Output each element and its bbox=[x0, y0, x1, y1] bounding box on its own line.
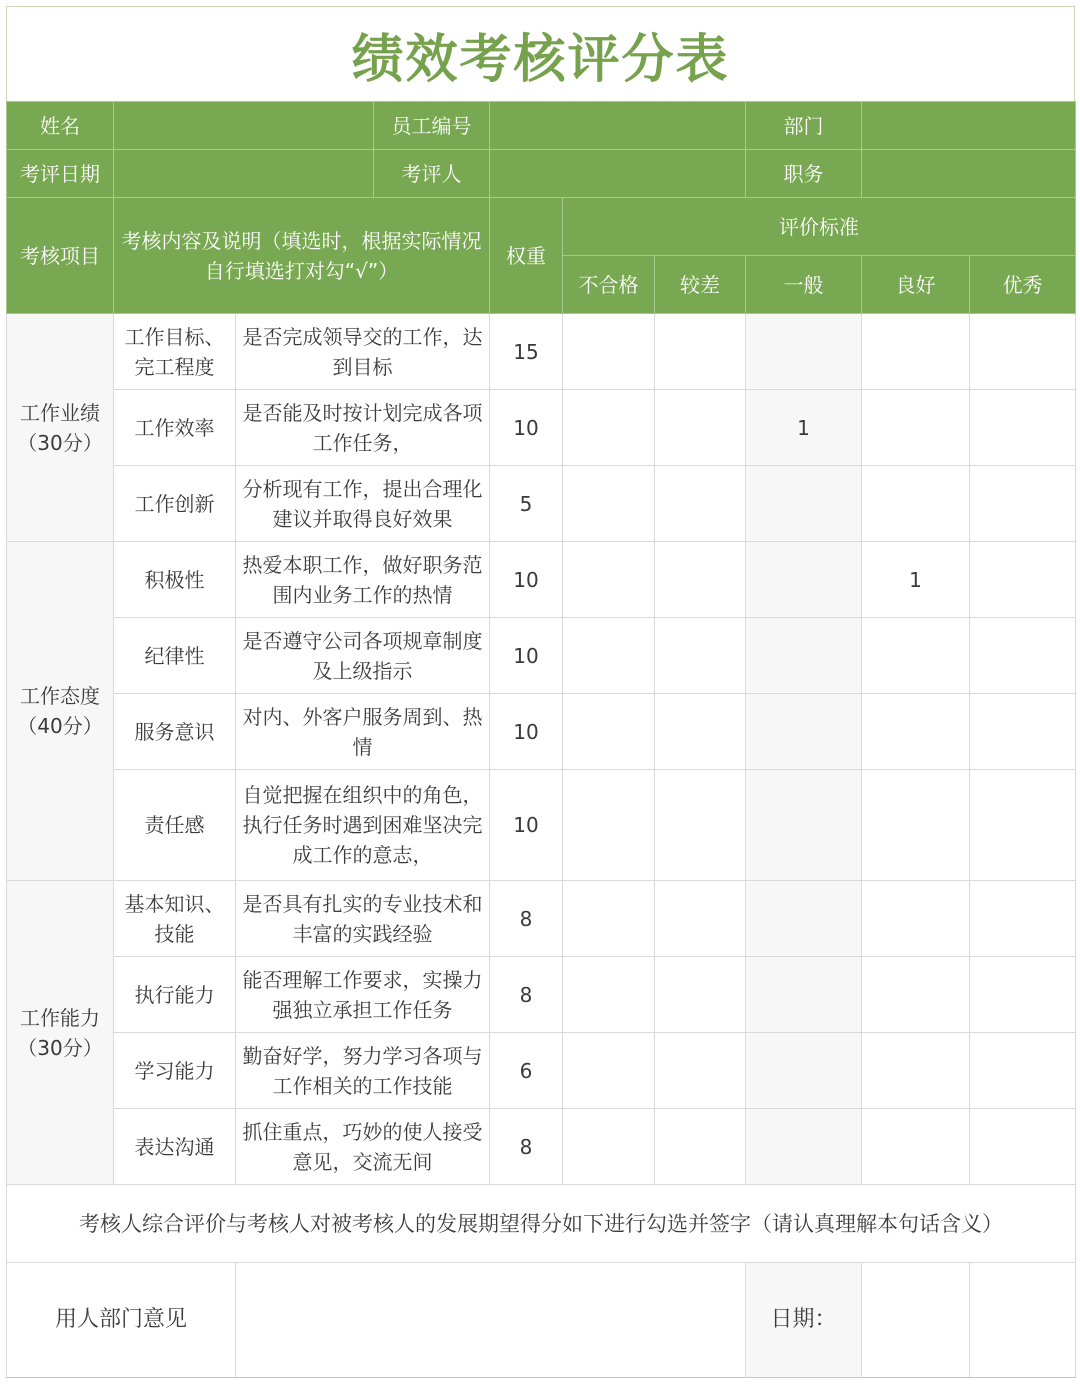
score-cell-优秀[interactable] bbox=[970, 390, 1076, 466]
score-cell-优秀[interactable] bbox=[970, 618, 1076, 694]
table-row bbox=[7, 618, 1076, 694]
footer-row bbox=[7, 1263, 1076, 1378]
opinion-field[interactable] bbox=[236, 1263, 746, 1378]
score-cell-优秀[interactable] bbox=[970, 542, 1076, 618]
name-field[interactable] bbox=[114, 102, 374, 150]
page-title: 绩效考核评分表 bbox=[351, 29, 730, 90]
column-header-row-1 bbox=[7, 198, 1076, 256]
score-cell-不合格[interactable] bbox=[563, 466, 655, 542]
score-cell-优秀[interactable] bbox=[970, 694, 1076, 770]
score-cell-一般[interactable] bbox=[746, 770, 862, 881]
score-cell-不合格[interactable] bbox=[563, 881, 655, 957]
score-cell-良好[interactable]: 1 bbox=[862, 542, 970, 618]
table-row bbox=[7, 957, 1076, 1033]
table-row bbox=[7, 390, 1076, 466]
weight-value: 8 bbox=[490, 1109, 563, 1185]
table-row bbox=[7, 881, 1076, 957]
score-cell-一般[interactable] bbox=[746, 542, 862, 618]
score-cell-一般[interactable] bbox=[746, 618, 862, 694]
score-cell-良好[interactable] bbox=[862, 390, 970, 466]
level-header-1: 较差 bbox=[655, 256, 746, 314]
item-label: 工作目标、完工程度 bbox=[114, 314, 236, 390]
evaluation-table bbox=[6, 101, 1076, 1378]
weight-value: 8 bbox=[490, 881, 563, 957]
col-content-header: 考核内容及说明（填选时，根据实际情况自行填选打对勾“√”） bbox=[114, 198, 490, 314]
date-label: 考评日期 bbox=[7, 150, 114, 198]
score-cell-较差[interactable] bbox=[655, 1109, 746, 1185]
score-cell-一般[interactable] bbox=[746, 1109, 862, 1185]
emp-no-field[interactable] bbox=[490, 102, 746, 150]
score-cell-优秀[interactable] bbox=[970, 466, 1076, 542]
table-row bbox=[7, 694, 1076, 770]
weight-value: 6 bbox=[490, 1033, 563, 1109]
score-cell-较差[interactable] bbox=[655, 881, 746, 957]
item-label: 工作创新 bbox=[114, 466, 236, 542]
score-cell-不合格[interactable] bbox=[563, 618, 655, 694]
score-cell-优秀[interactable] bbox=[970, 881, 1076, 957]
score-cell-不合格[interactable] bbox=[563, 770, 655, 881]
item-description: 对内、外客户服务周到、热情 bbox=[236, 694, 490, 770]
category-label: 工作业绩（30分） bbox=[7, 314, 114, 542]
score-cell-不合格[interactable] bbox=[563, 314, 655, 390]
item-description: 勤奋好学，努力学习各项与工作相关的工作技能 bbox=[236, 1033, 490, 1109]
footer-date-field[interactable] bbox=[862, 1263, 970, 1378]
score-cell-良好[interactable] bbox=[862, 466, 970, 542]
col-weight-header: 权重 bbox=[490, 198, 563, 314]
score-cell-良好[interactable] bbox=[862, 957, 970, 1033]
level-header-4: 优秀 bbox=[970, 256, 1076, 314]
score-cell-较差[interactable] bbox=[655, 618, 746, 694]
score-cell-较差[interactable] bbox=[655, 314, 746, 390]
score-cell-不合格[interactable] bbox=[563, 1109, 655, 1185]
weight-value: 10 bbox=[490, 770, 563, 881]
item-label: 表达沟通 bbox=[114, 1109, 236, 1185]
item-label: 服务意识 bbox=[114, 694, 236, 770]
emp-no-label: 员工编号 bbox=[374, 102, 490, 150]
score-cell-较差[interactable] bbox=[655, 694, 746, 770]
evaluation-sheet bbox=[6, 6, 1075, 1378]
item-description: 自觉把握在组织中的角色，执行任务时遇到困难坚决完成工作的意志， bbox=[236, 770, 490, 881]
item-description: 是否能及时按计划完成各项工作任务， bbox=[236, 390, 490, 466]
score-cell-一般[interactable] bbox=[746, 1033, 862, 1109]
score-cell-一般[interactable] bbox=[746, 466, 862, 542]
footer-date-label: 日期： bbox=[746, 1263, 862, 1378]
score-cell-较差[interactable] bbox=[655, 542, 746, 618]
weight-value: 15 bbox=[490, 314, 563, 390]
score-cell-不合格[interactable] bbox=[563, 542, 655, 618]
summary-row bbox=[7, 1185, 1076, 1263]
score-cell-较差[interactable] bbox=[655, 1033, 746, 1109]
score-cell-不合格[interactable] bbox=[563, 1033, 655, 1109]
level-header-3: 良好 bbox=[862, 256, 970, 314]
score-cell-较差[interactable] bbox=[655, 770, 746, 881]
score-cell-较差[interactable] bbox=[655, 957, 746, 1033]
category-label: 工作态度（40分） bbox=[7, 542, 114, 881]
title-bar bbox=[6, 6, 1075, 101]
item-description: 抓住重点，巧妙的使人接受意见，交流无间 bbox=[236, 1109, 490, 1185]
summary-note: 考核人综合评价与考核人对被考核人的发展期望得分如下进行勾选并签字（请认真理解本句话含义） bbox=[7, 1185, 1076, 1263]
weight-value: 5 bbox=[490, 466, 563, 542]
category-label: 工作能力（30分） bbox=[7, 881, 114, 1185]
score-cell-良好[interactable] bbox=[862, 694, 970, 770]
score-cell-良好[interactable] bbox=[862, 314, 970, 390]
score-cell-优秀[interactable] bbox=[970, 957, 1076, 1033]
table-row bbox=[7, 466, 1076, 542]
item-label: 积极性 bbox=[114, 542, 236, 618]
score-cell-优秀[interactable] bbox=[970, 314, 1076, 390]
weight-value: 10 bbox=[490, 694, 563, 770]
reviewer-field[interactable] bbox=[490, 150, 746, 198]
score-cell-一般[interactable] bbox=[746, 881, 862, 957]
item-description: 热爱本职工作，做好职务范围内业务工作的热情 bbox=[236, 542, 490, 618]
footer-signature-field[interactable] bbox=[970, 1263, 1076, 1378]
score-cell-优秀[interactable] bbox=[970, 1033, 1076, 1109]
score-cell-较差[interactable] bbox=[655, 390, 746, 466]
reviewer-label: 考评人 bbox=[374, 150, 490, 198]
score-cell-优秀[interactable] bbox=[970, 770, 1076, 881]
table-row bbox=[7, 1109, 1076, 1185]
item-label: 基本知识、技能 bbox=[114, 881, 236, 957]
weight-value: 8 bbox=[490, 957, 563, 1033]
col-item-header: 考核项目 bbox=[7, 198, 114, 314]
score-cell-不合格[interactable] bbox=[563, 957, 655, 1033]
score-cell-良好[interactable] bbox=[862, 1109, 970, 1185]
table-row bbox=[7, 1033, 1076, 1109]
score-cell-良好[interactable] bbox=[862, 881, 970, 957]
date-field[interactable] bbox=[114, 150, 374, 198]
table-row bbox=[7, 770, 1076, 881]
info-row-2 bbox=[7, 150, 1076, 198]
item-description: 是否具有扎实的专业技术和丰富的实践经验 bbox=[236, 881, 490, 957]
item-description: 分析现有工作，提出合理化建议并取得良好效果 bbox=[236, 466, 490, 542]
table-row bbox=[7, 542, 1076, 618]
weight-value: 10 bbox=[490, 618, 563, 694]
score-cell-不合格[interactable] bbox=[563, 390, 655, 466]
weight-value: 10 bbox=[490, 542, 563, 618]
level-header-2: 一般 bbox=[746, 256, 862, 314]
col-standard-header: 评价标准 bbox=[563, 198, 1076, 256]
position-label: 职务 bbox=[746, 150, 862, 198]
item-description: 是否完成领导交的工作，达到目标 bbox=[236, 314, 490, 390]
item-label: 工作效率 bbox=[114, 390, 236, 466]
score-cell-一般[interactable] bbox=[746, 957, 862, 1033]
dept-label: 部门 bbox=[746, 102, 862, 150]
score-cell-良好[interactable] bbox=[862, 618, 970, 694]
item-label: 责任感 bbox=[114, 770, 236, 881]
opinion-label: 用人部门意见 bbox=[7, 1263, 236, 1378]
score-cell-不合格[interactable] bbox=[563, 694, 655, 770]
score-cell-一般[interactable] bbox=[746, 314, 862, 390]
score-cell-较差[interactable] bbox=[655, 466, 746, 542]
score-cell-良好[interactable] bbox=[862, 770, 970, 881]
position-field[interactable] bbox=[862, 150, 1076, 198]
table-row bbox=[7, 314, 1076, 390]
item-label: 学习能力 bbox=[114, 1033, 236, 1109]
score-cell-一般[interactable] bbox=[746, 694, 862, 770]
item-label: 执行能力 bbox=[114, 957, 236, 1033]
item-description: 能否理解工作要求，实操力强独立承担工作任务 bbox=[236, 957, 490, 1033]
item-description: 是否遵守公司各项规章制度及上级指示 bbox=[236, 618, 490, 694]
name-label: 姓名 bbox=[7, 102, 114, 150]
dept-field[interactable] bbox=[862, 102, 1076, 150]
info-row-1 bbox=[7, 102, 1076, 150]
score-cell-良好[interactable] bbox=[862, 1033, 970, 1109]
weight-value: 10 bbox=[490, 390, 563, 466]
score-cell-优秀[interactable] bbox=[970, 1109, 1076, 1185]
score-cell-一般[interactable]: 1 bbox=[746, 390, 862, 466]
item-label: 纪律性 bbox=[114, 618, 236, 694]
level-header-0: 不合格 bbox=[563, 256, 655, 314]
